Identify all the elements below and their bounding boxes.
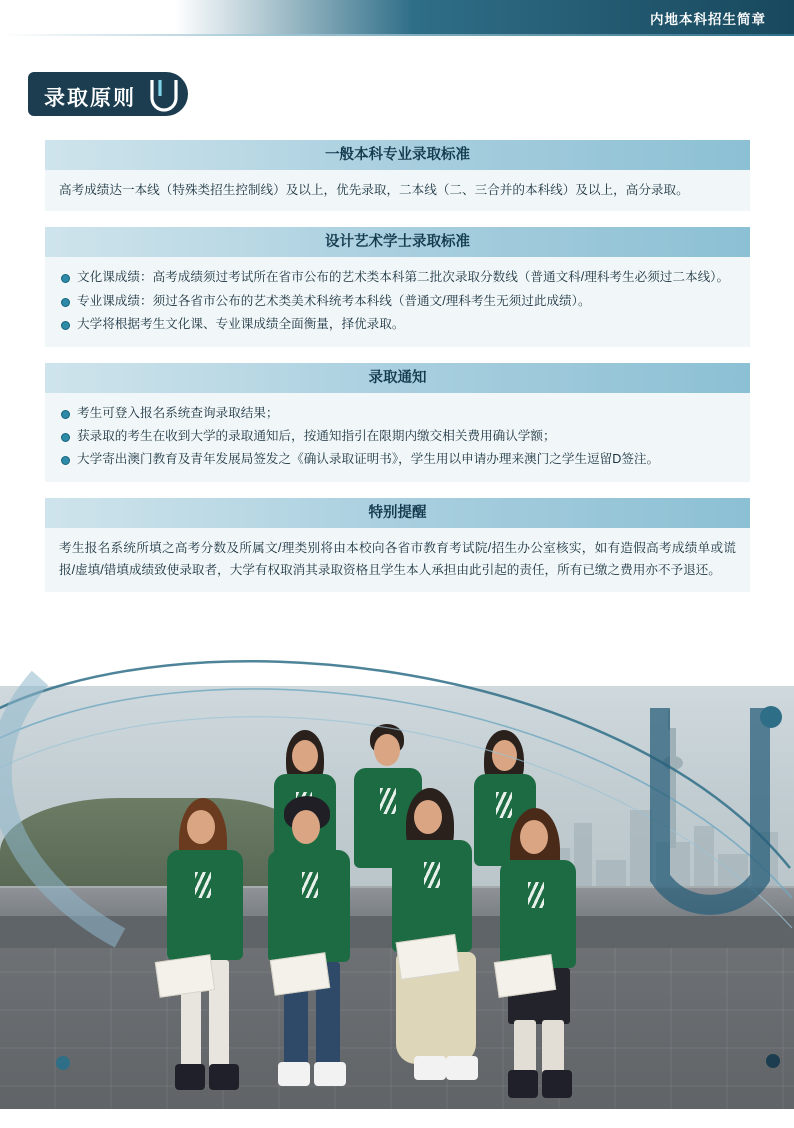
header-underline — [0, 34, 794, 36]
tree-line — [0, 798, 300, 888]
block-body — [45, 170, 750, 211]
list-item: 文化课成绩：高考成绩须过考试所在省市公布的艺术类本科第二批次录取分数线（普通文科/理科考生必须过二本线）。 — [59, 266, 736, 288]
block-paragraph: 高考成绩达一本线（特殊类招生控制线）及以上，优先录取，二本线（二、三合并的本科线）及以上，高分录取。 — [59, 183, 689, 197]
page-header-bar — [0, 0, 794, 34]
block-body — [45, 528, 750, 592]
content-block — [45, 498, 750, 592]
student-figure — [268, 796, 358, 1096]
content-block — [45, 227, 750, 346]
bullet-list — [59, 402, 736, 471]
list-item: 获录取的考生在收到大学的录取通知后，按通知指引在限期内缴交相关费用确认学额； — [59, 425, 736, 447]
list-item: 大学将根据考生文化课、专业课成绩全面衡量，择优录取。 — [59, 313, 736, 335]
block-title: 录取通知 — [45, 363, 750, 393]
block-body — [45, 257, 750, 346]
block-paragraph: 考生报名系统所填之高考分数及所属文/理类别将由本校向各省市教育考试院/招生办公室核实，如有造假高考成绩单或谎报/虚填/错填成绩致使录取者，大学有权取消其录取资格且学生本人承担由此引起的责任，所有已缴之费用亦不予退还。 — [59, 540, 736, 578]
section-title: 录取原则 — [44, 87, 136, 110]
content-block — [45, 140, 750, 211]
page-bottom-margin — [0, 1109, 794, 1123]
bullet-list — [59, 266, 736, 335]
students-group-photo — [0, 648, 794, 1123]
block-title: 一般本科专业录取标准 — [45, 140, 750, 170]
block-title: 特别提醒 — [45, 498, 750, 528]
content-blocks — [45, 140, 750, 608]
macau-tower — [670, 728, 676, 848]
list-item: 专业课成绩：须过各省市公布的艺术类美术科统考本科线（普通文/理科考生无须过此成绩）。 — [59, 290, 736, 312]
block-body — [45, 393, 750, 482]
um-u-logo-icon — [146, 78, 186, 112]
section-badge — [28, 72, 198, 116]
list-item: 考生可登入报名系统查询录取结果； — [59, 402, 736, 424]
student-figure — [165, 798, 251, 1098]
block-title: 设计艺术学士录取标准 — [45, 227, 750, 257]
page-header-title: 内地本科招生简章 — [650, 12, 766, 27]
content-block — [45, 363, 750, 482]
list-item: 大学寄出澳门教育及青年发展局签发之《确认录取证明书》，学生用以申请办理来澳门之学生逗留D签注。 — [59, 448, 736, 470]
student-figure — [390, 788, 482, 1098]
student-figure — [498, 808, 584, 1108]
